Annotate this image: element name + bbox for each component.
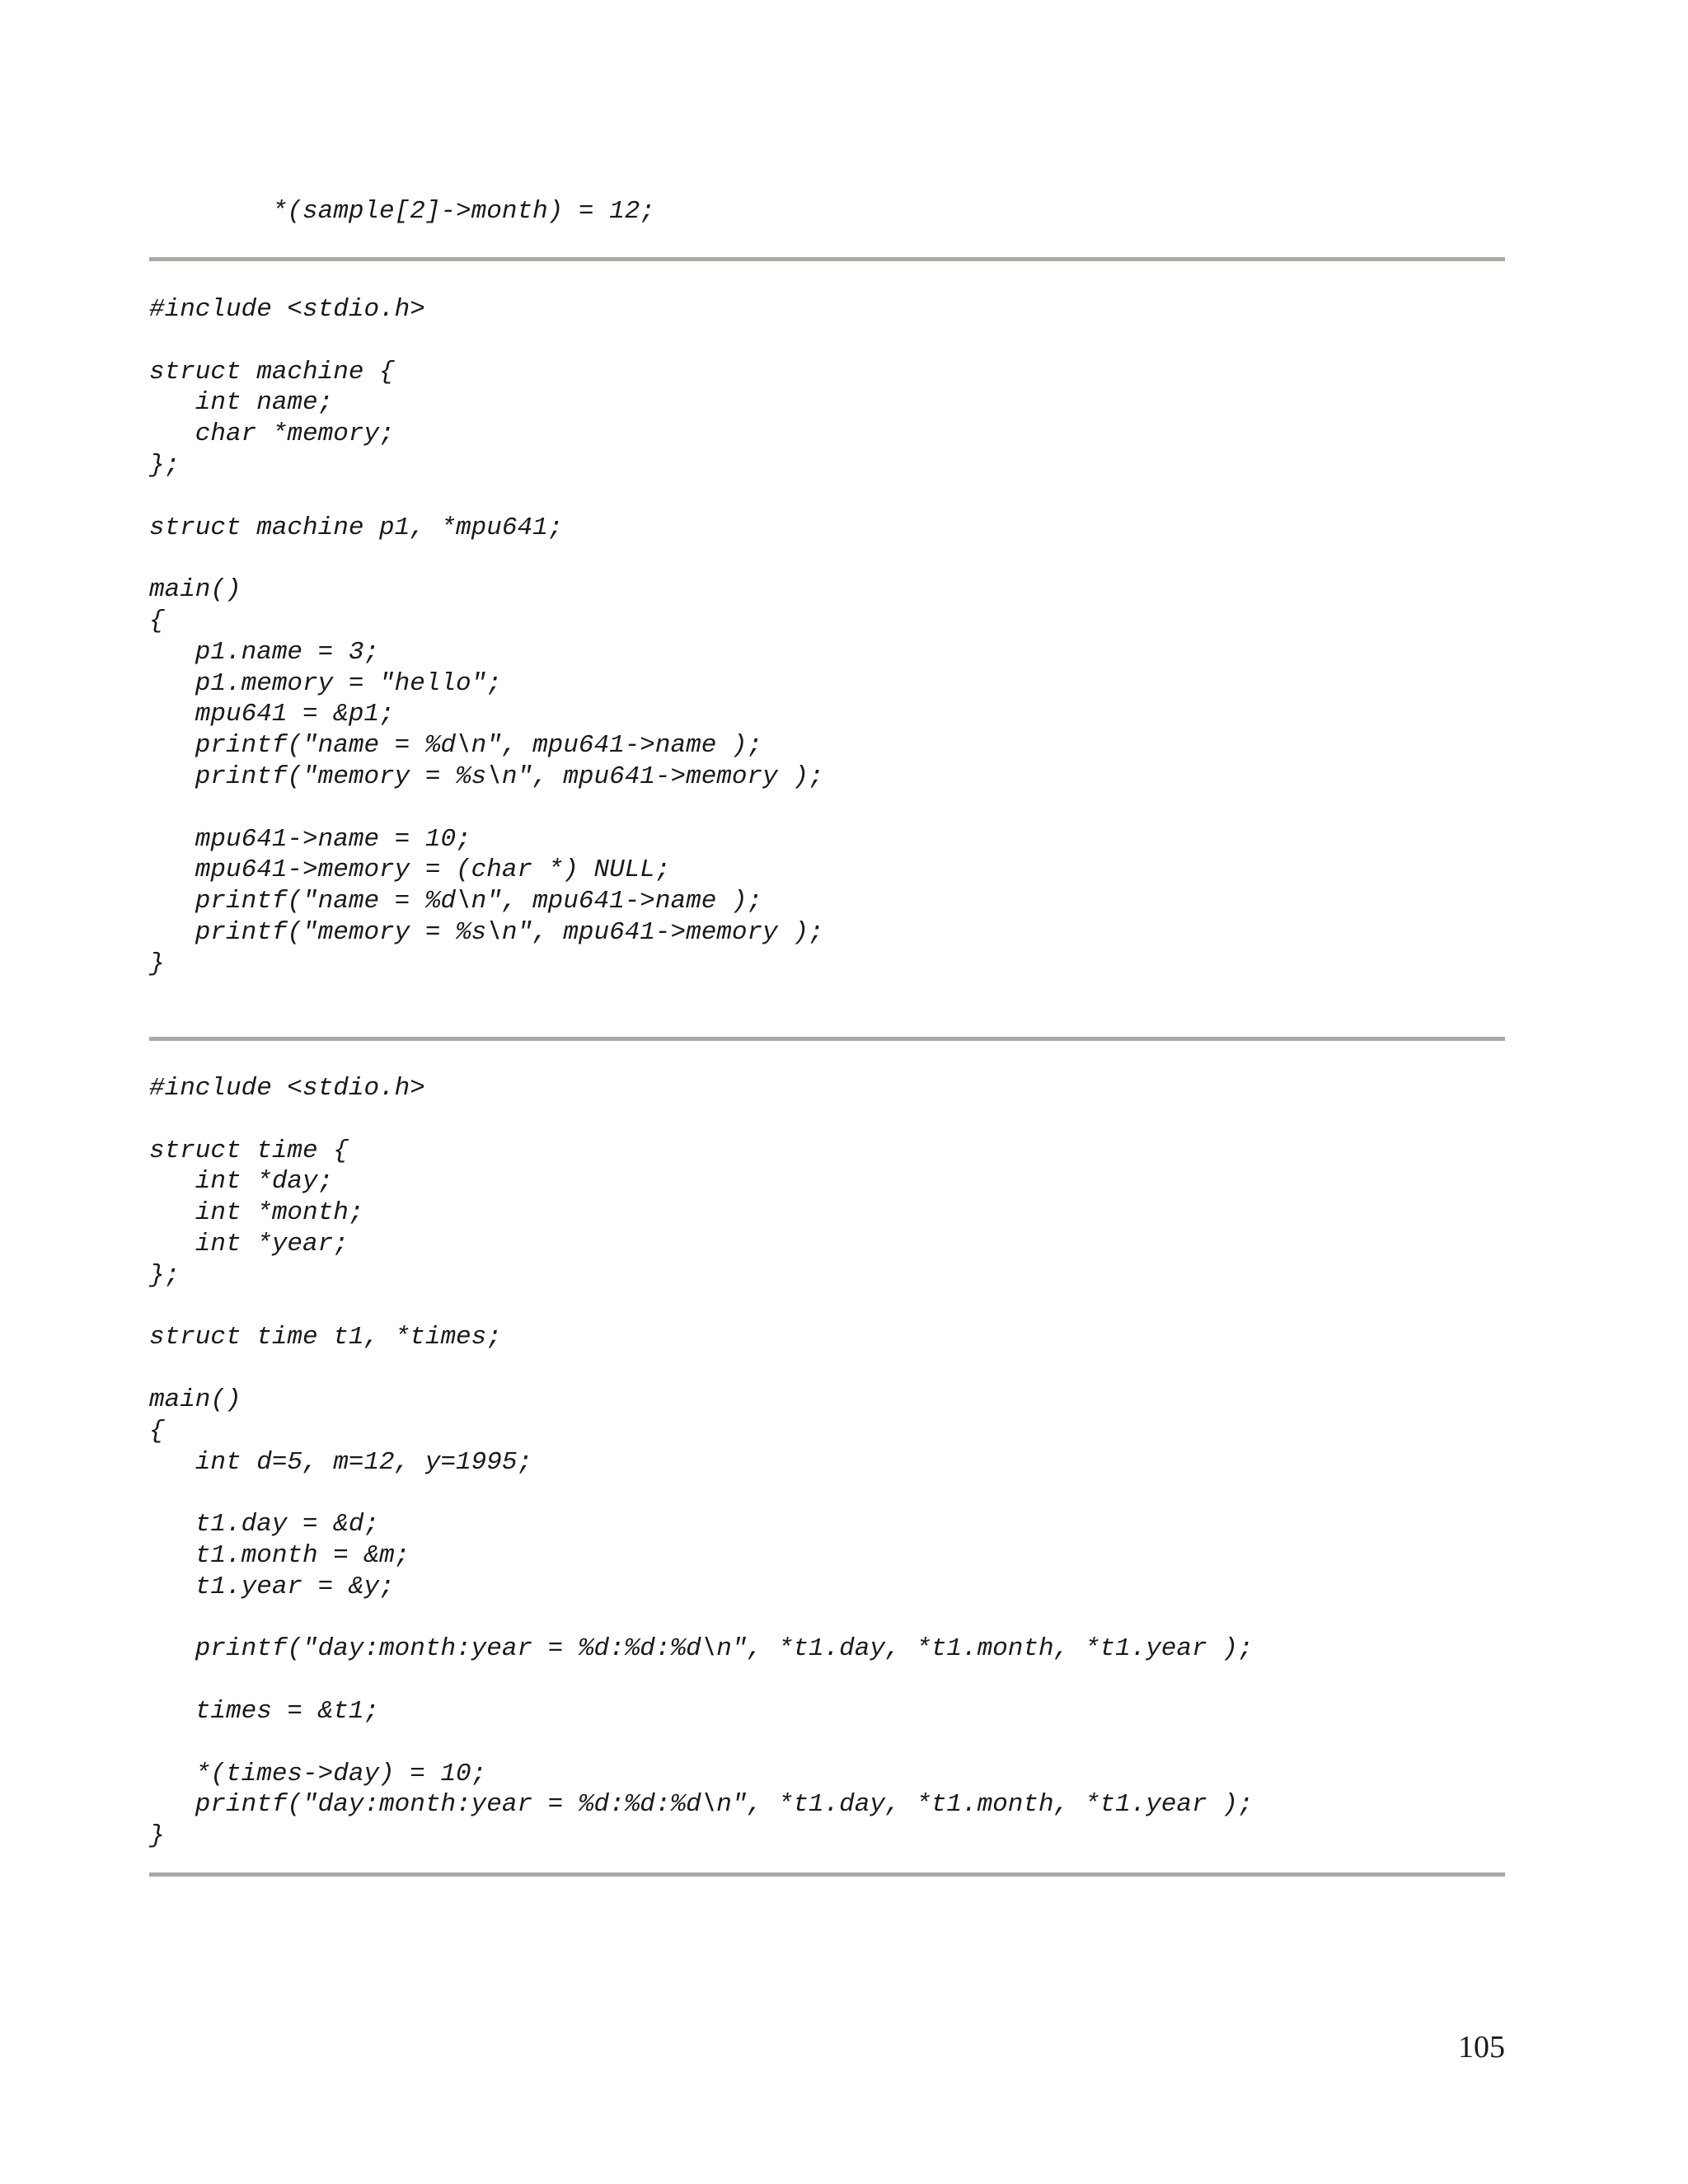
code-line <box>149 543 824 574</box>
code-line: #include <stdio.h> <box>149 1074 425 1103</box>
code-line: main() <box>149 575 241 605</box>
code-line: mpu641->memory = (char *) NULL; <box>149 855 671 885</box>
code-line: printf("memory = %s\n", mpu641->memory ); <box>149 762 824 791</box>
code-line: printf("name = %d\n", mpu641->name ); <box>149 731 763 761</box>
code-line: struct machine { <box>149 357 395 387</box>
code-line <box>149 1478 1253 1509</box>
code-line: int *day; <box>149 1167 334 1197</box>
code-line: #include <stdio.h> <box>149 295 425 324</box>
code-line: main() <box>149 1385 241 1414</box>
separator-rule <box>149 257 1505 261</box>
code-line: struct time t1, *times; <box>149 1323 502 1352</box>
code-line <box>149 793 824 824</box>
code-line: t1.month = &m; <box>149 1540 410 1570</box>
code-line: int name; <box>149 388 334 418</box>
code-line: p1.name = 3; <box>149 637 380 667</box>
separator-rule <box>149 1872 1505 1877</box>
code-line <box>149 1603 1253 1634</box>
code-line: } <box>149 949 165 978</box>
code-line: struct time { <box>149 1136 349 1165</box>
code-line <box>149 481 824 513</box>
page-number: 105 <box>1458 2030 1505 2064</box>
code-line <box>149 1291 1253 1323</box>
code-line: p1.memory = "hello"; <box>149 668 502 698</box>
code-line: printf("day:month:year = %d:%d:%d\n", *t1.day, *t1.month, *t1.year ); <box>149 1790 1254 1820</box>
code-line: }; <box>149 1260 181 1290</box>
code-line: *(sample[2]->month) = 12; <box>149 197 655 226</box>
code-listing-machine <box>149 294 824 980</box>
code-line: mpu641 = &p1; <box>149 700 395 729</box>
code-line: int *month; <box>149 1198 364 1228</box>
code-line: printf("memory = %s\n", mpu641->memory ); <box>149 917 824 947</box>
code-listing-time <box>149 1073 1253 1852</box>
code-line: { <box>149 606 165 635</box>
code-line: int d=5, m=12, y=1995; <box>149 1447 533 1477</box>
code-line: t1.day = &d; <box>149 1510 380 1540</box>
code-line <box>149 1353 1253 1385</box>
code-line <box>149 1665 1253 1696</box>
code-line: char *memory; <box>149 419 395 449</box>
code-line: struct machine p1, *mpu641; <box>149 513 564 542</box>
code-line: printf("day:month:year = %d:%d:%d\n", *t1.day, *t1.month, *t1.year ); <box>149 1634 1254 1664</box>
code-line: printf("name = %d\n", mpu641->name ); <box>149 887 763 916</box>
separator-rule <box>149 1037 1505 1041</box>
code-line: times = &t1; <box>149 1696 380 1726</box>
code-line: { <box>149 1416 165 1446</box>
code-line: } <box>149 1821 165 1851</box>
code-line: mpu641->name = 10; <box>149 824 471 854</box>
code-fragment <box>149 196 655 227</box>
code-line: }; <box>149 450 181 480</box>
code-line: t1.year = &y; <box>149 1572 395 1601</box>
code-line <box>149 1104 1253 1136</box>
code-line: *(times->day) = 10; <box>149 1759 487 1788</box>
code-line: int *year; <box>149 1229 349 1258</box>
code-line <box>149 326 824 357</box>
code-line <box>149 1727 1253 1759</box>
